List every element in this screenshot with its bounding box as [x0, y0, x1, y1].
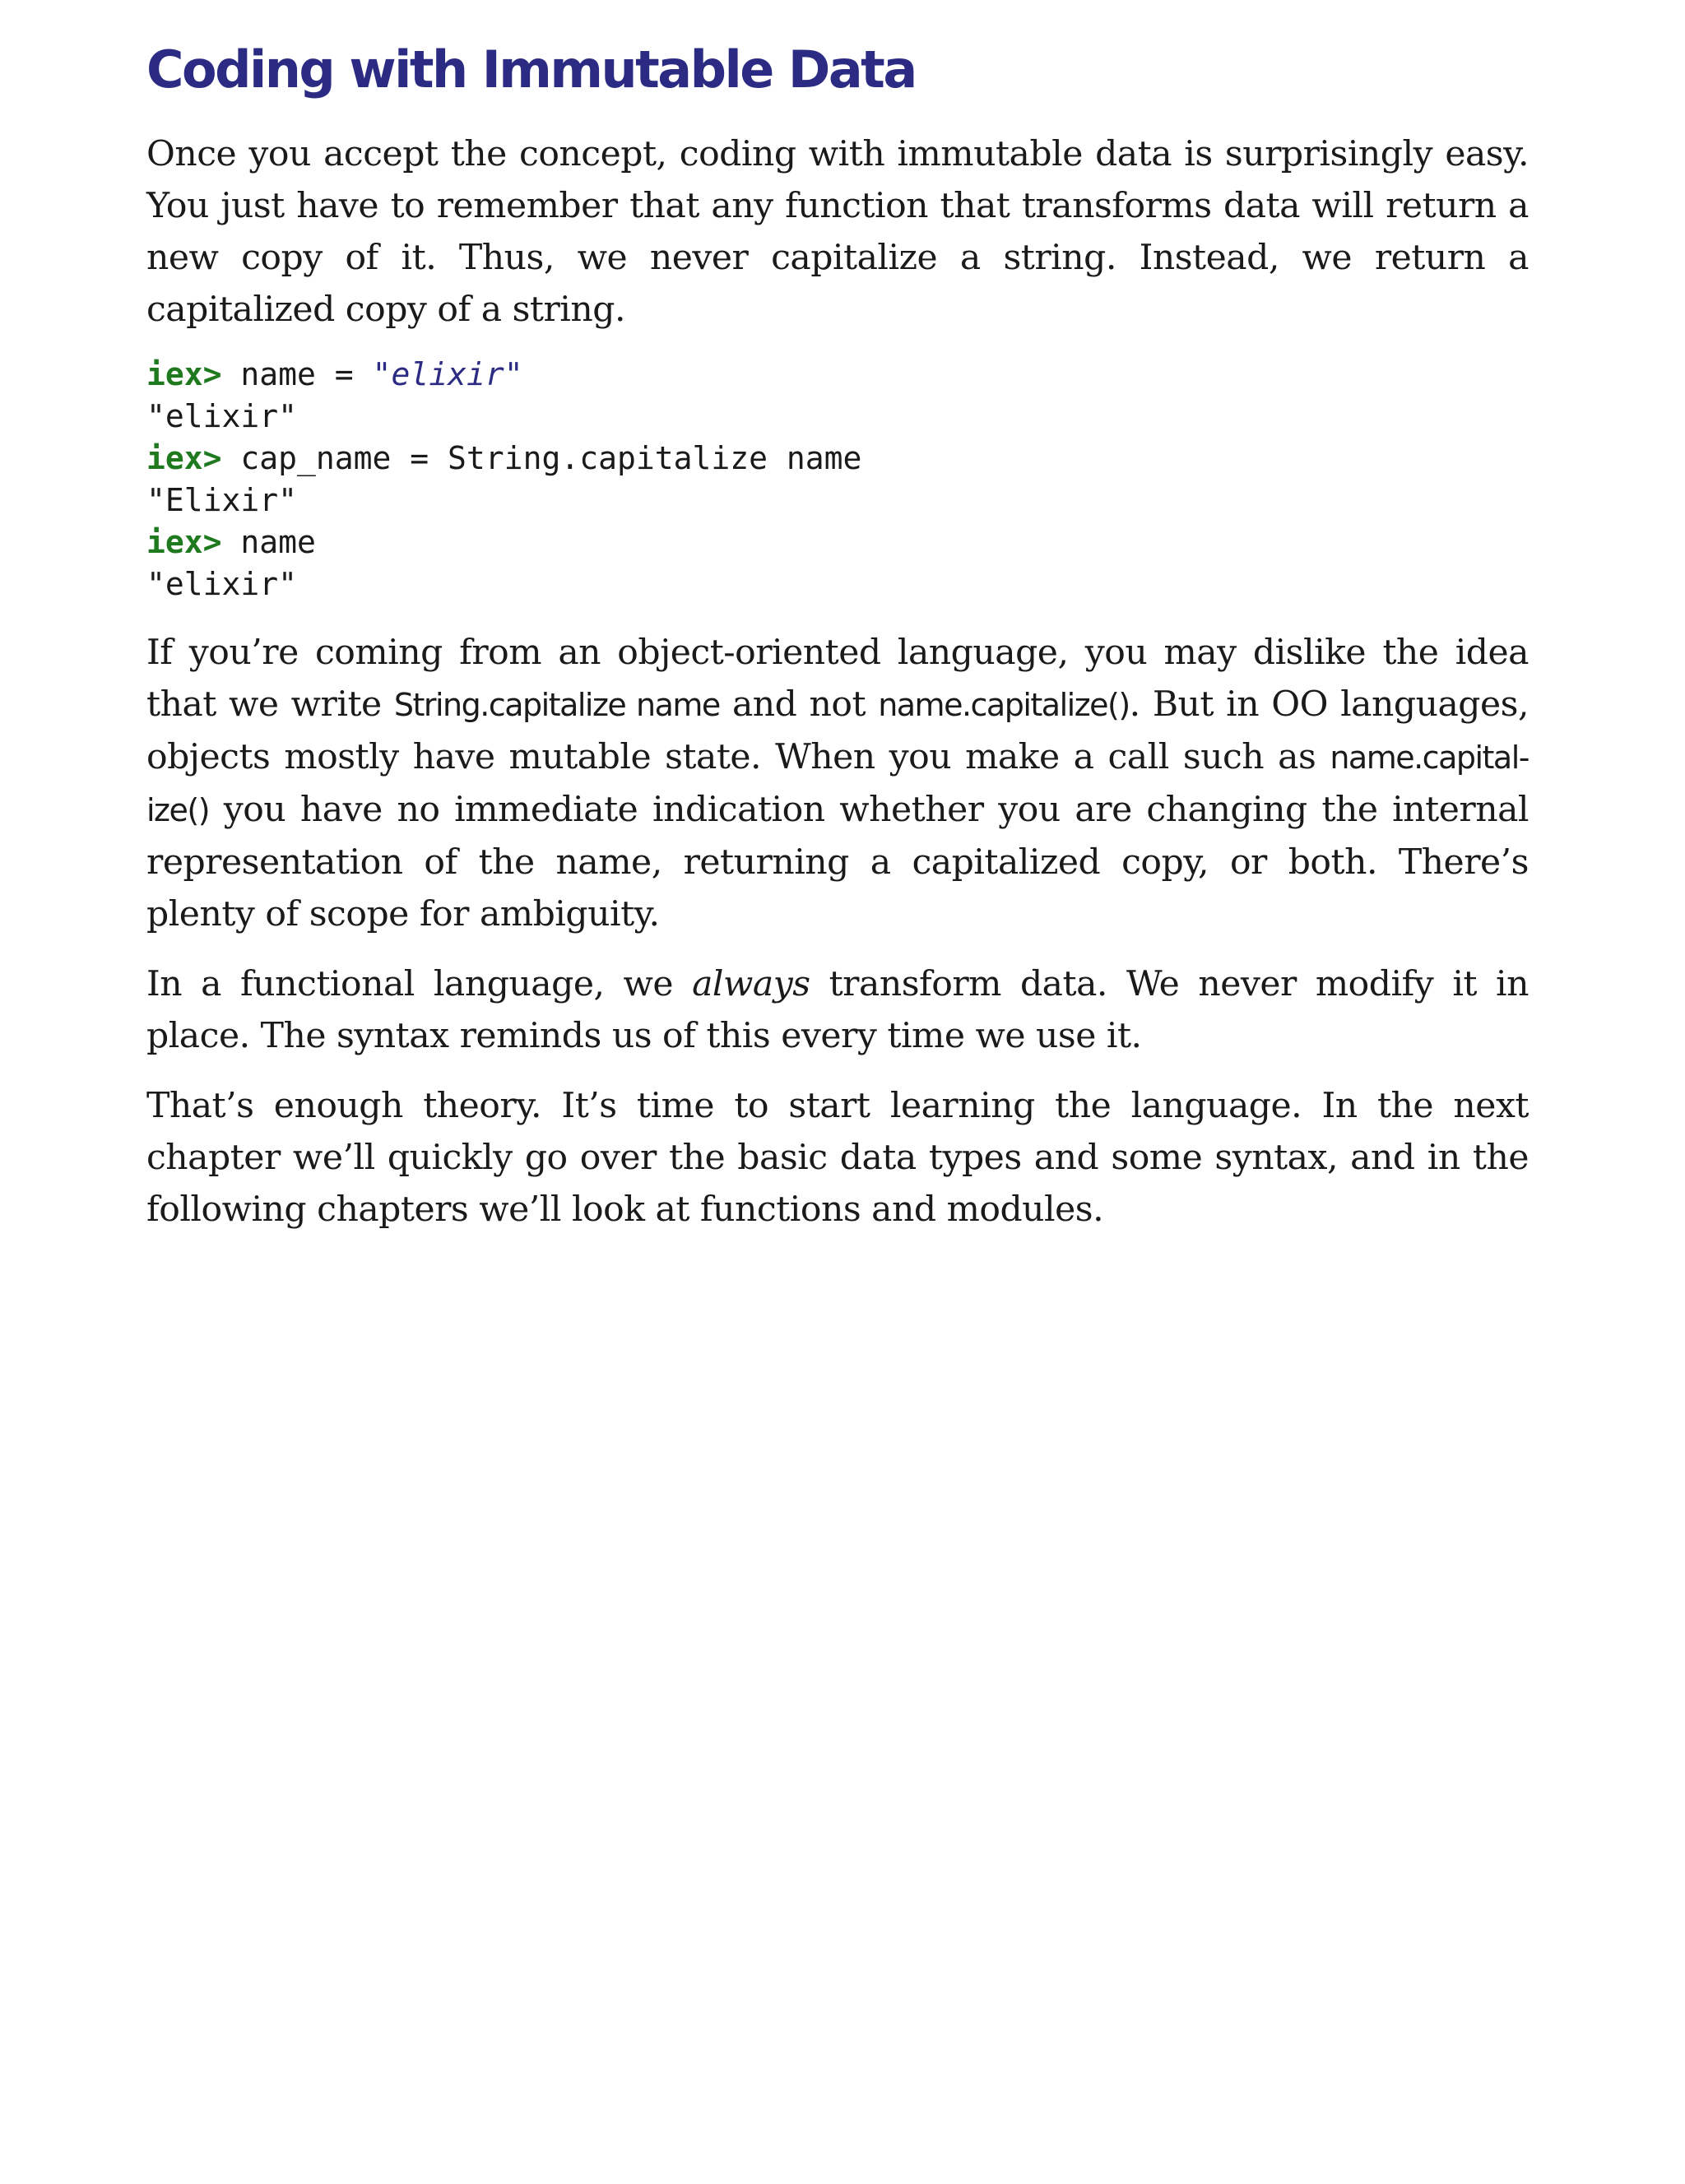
- paragraph-text: . But in OO languages, objects mostly have mutable state. When you make a call such as: [146, 684, 1529, 777]
- paragraph-oo-comparison: [146, 627, 1529, 940]
- inline-code: String.capitalize name: [393, 687, 720, 723]
- inline-code: name.capital-ize(): [146, 740, 1529, 828]
- code-line-5: [146, 522, 1529, 563]
- code-command: cap_name = String.capitalize name: [221, 440, 862, 476]
- code-line-1: [146, 354, 1529, 396]
- code-string-quote: ": [504, 356, 523, 392]
- code-line-4: "Elixir": [146, 482, 298, 518]
- section-heading: Coding with Immutable Data: [146, 39, 916, 100]
- paragraph-functional: [146, 958, 1529, 1062]
- code-string-literal: elixir: [391, 356, 504, 392]
- page-content: [146, 33, 1529, 1254]
- iex-prompt: iex>: [146, 356, 222, 392]
- paragraph-intro: Once you accept the concept, coding with immutable data is surprisingly easy. You just have to remember that any function that transforms data will return a new copy of it. Thus, we never capitalize a string. Instead, we return a capitalized copy of a string.: [146, 134, 1529, 330]
- paragraph-text: and not: [719, 684, 879, 725]
- emphasis-text: always: [692, 964, 810, 1004]
- code-command: name: [221, 524, 316, 560]
- paragraph-text: If you’re coming from an object-oriented language, you may dislike the idea that we write: [146, 633, 1529, 725]
- code-command: name =: [221, 356, 373, 392]
- code-line-2: "elixir": [146, 398, 298, 434]
- paragraph-text: you have no immediate indication whether you are changing the internal representation of the name, returning a capitalized copy, or both. There’s plenty of scope for ambiguity.: [146, 790, 1529, 934]
- code-string-quote: ": [372, 356, 392, 392]
- inline-code: name.capitalize(): [878, 687, 1130, 723]
- iex-prompt: iex>: [146, 524, 222, 560]
- code-line-6: "elixir": [146, 566, 298, 602]
- paragraph-conclusion: That’s enough theory. It’s time to start learning the language. In the next chapter we’ll quickly go over the basic data types and some syntax, and in the following chapters we’ll look at functions and modules.: [146, 1086, 1529, 1230]
- iex-prompt: iex>: [146, 440, 222, 476]
- code-example: [146, 354, 1529, 605]
- code-line-3: [146, 438, 1529, 480]
- paragraph-text: In a functional language, we: [146, 964, 693, 1004]
- paragraph-text: transform data. We never modify it in place. The syntax reminds us of this every time we use it.: [146, 964, 1529, 1056]
